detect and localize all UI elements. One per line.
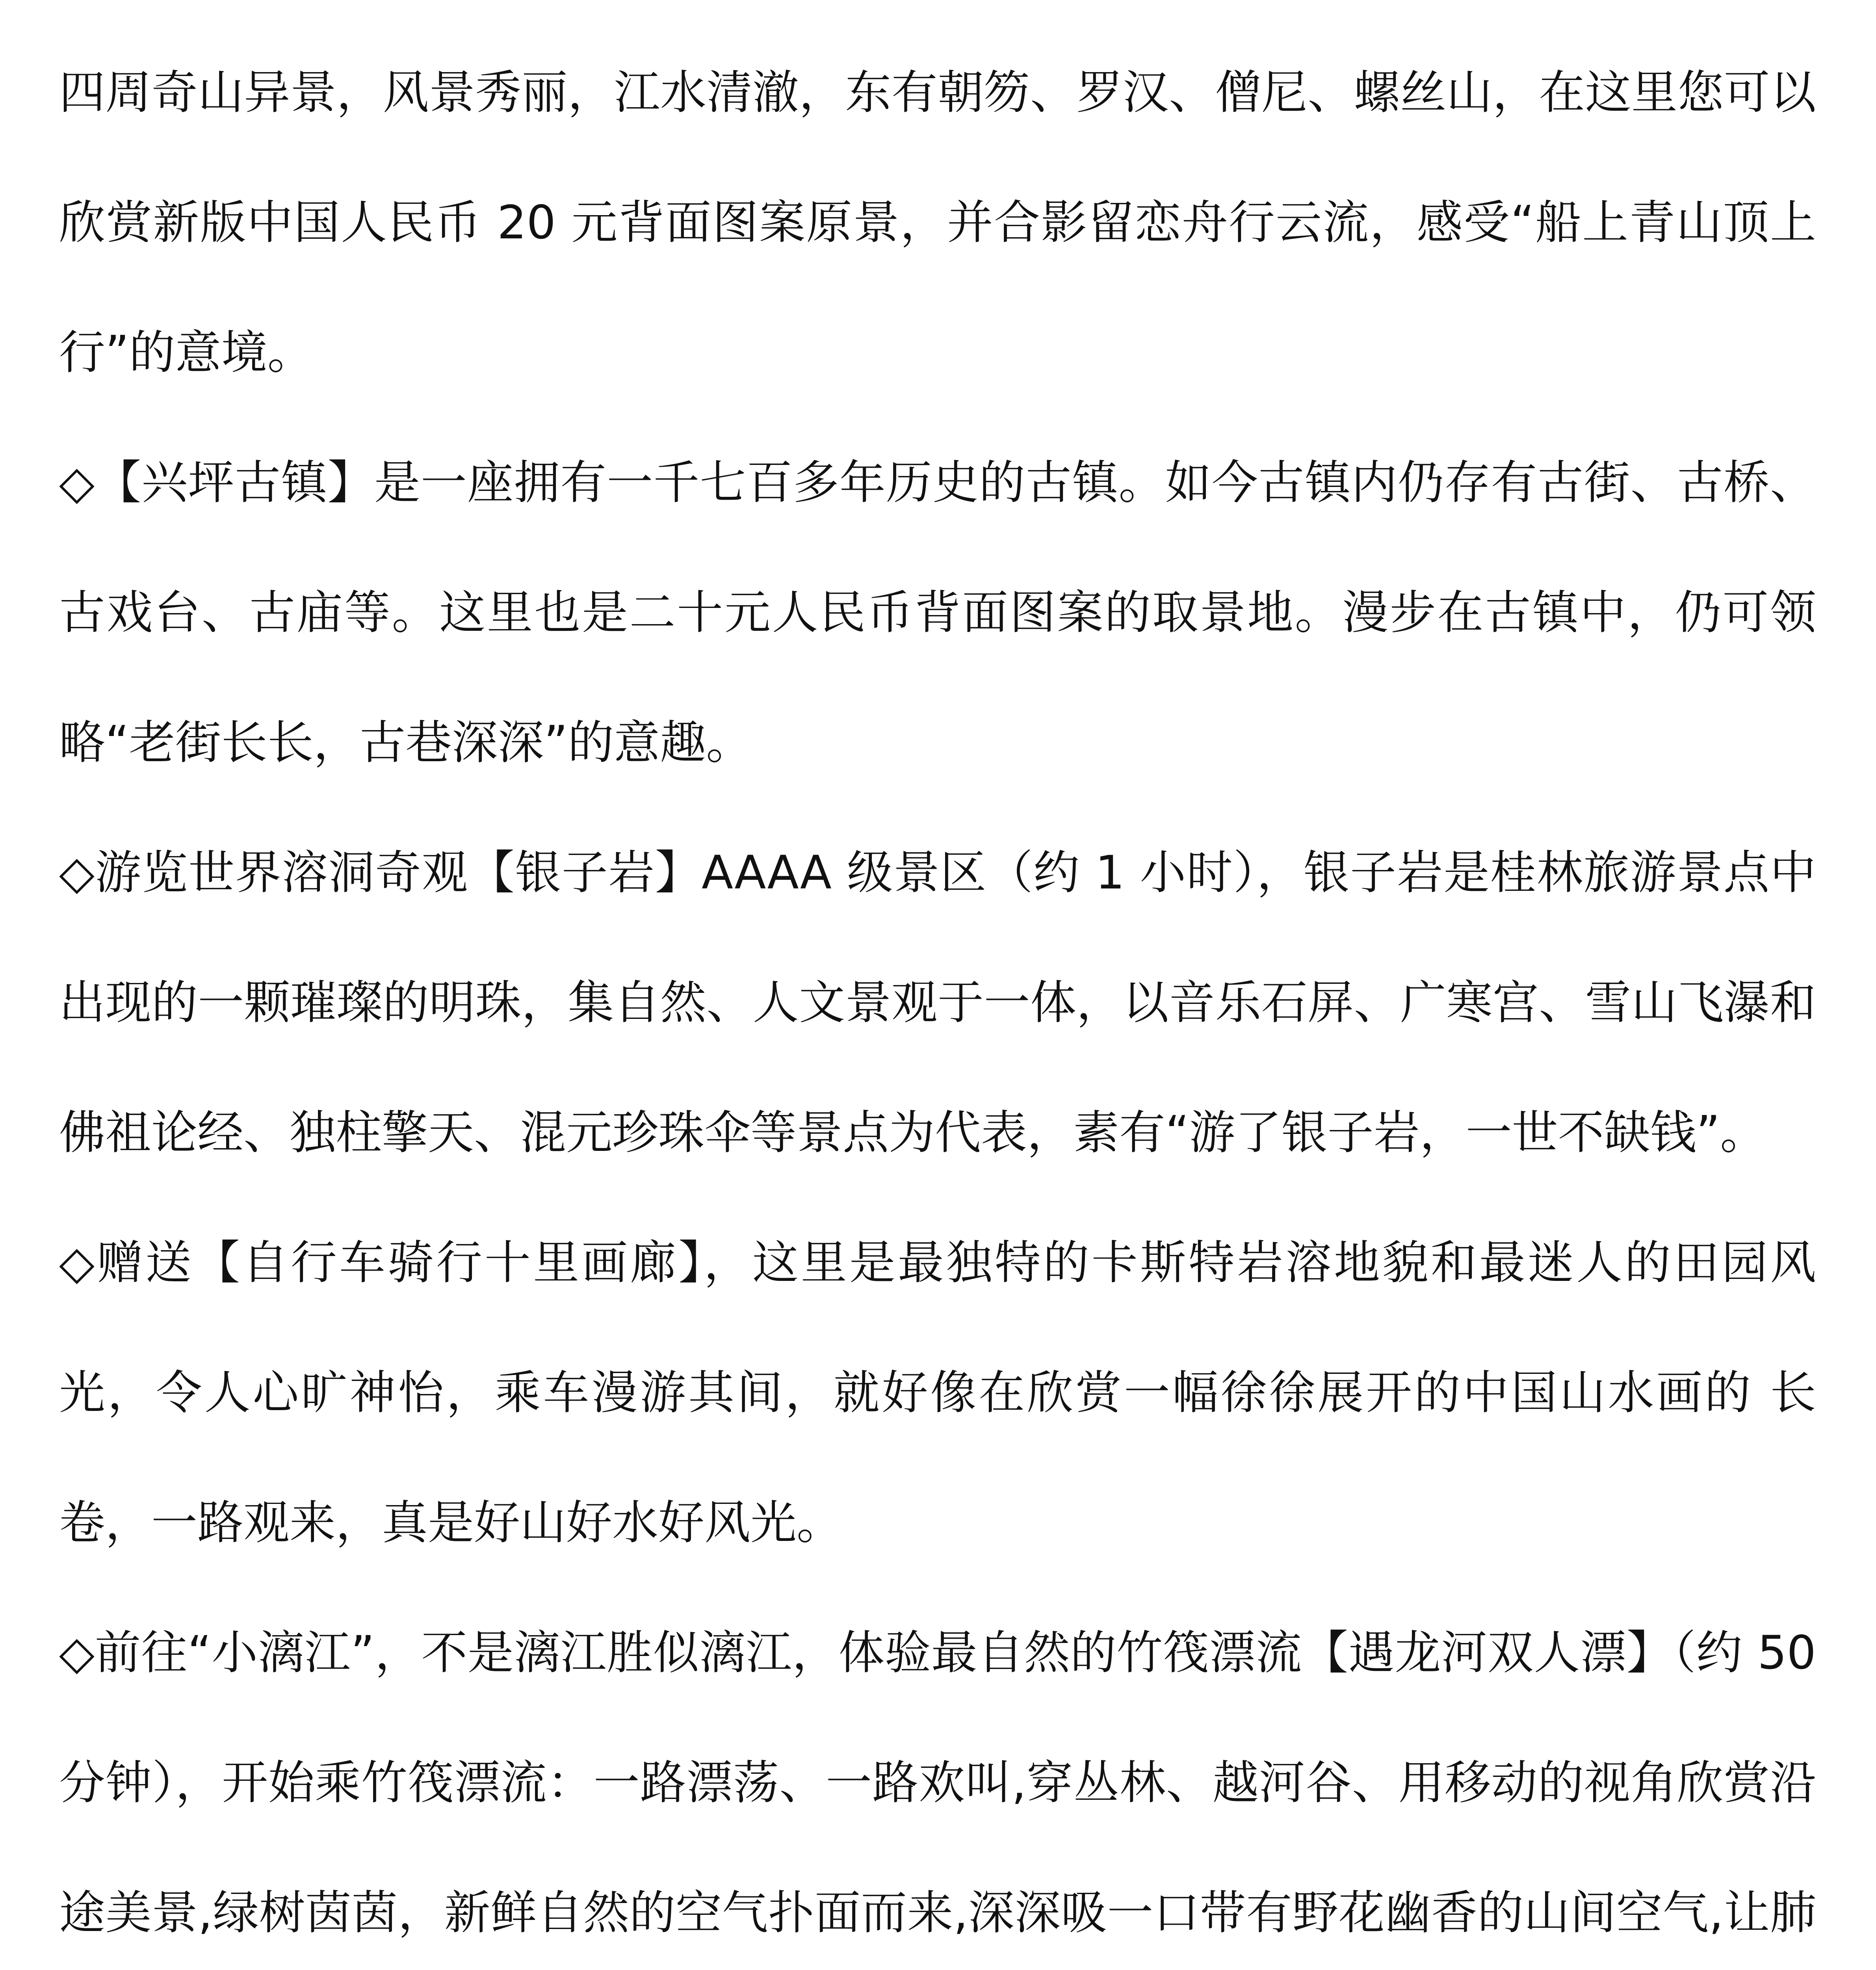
paragraph-bike-ride: ◇赠送【自行车骑行十里画廊】，这里是最独特的卡斯特岩溶地貌和最迷人的田园风 光，令人心旷神怡，乘车漫游其间，就好像在欣赏一幅徐徐展开的中国山水画的 长卷，一路观来，真是好山好水好风光。 [59, 1236, 1816, 1550]
paragraph-bamboo-rafting: ◇前往“小漓江”，不是漓江胜似漓江，体验最自然的竹筏漂流【遇龙河双人漂】（约 50 分钟），开始乘竹筏漂流：一路漂荡、一路欢叫,穿丛林、越河谷、用移动的视角欣赏沿途美景,绿树茵茵，新鲜自然的空气扑面而来,深深吸一口带有野花幽香的山间空气,让肺 [59, 1626, 1816, 1940]
paragraph-silver-cave: ◇游览世界溶洞奇观【银子岩】AAAA 级景区（约 1 小时），银子岩是桂林旅游景点中出现的一颗璀璨的明珠，集自然、人文景观于一体，以音乐石屏、广寒宫、雪山飞瀑和佛祖论经、独柱擎天、混元珍珠伞等景点为代表，素有“游了银子岩，一世不缺钱”。 [59, 846, 1816, 1160]
paragraph-xingping-scenery: 四周奇山异景，风景秀丽，江水清澈，东有朝笏、罗汉、僧尼、螺丝山，在这里您可以欣赏新版中国人民币 20 元背面图案原景，并合影留恋舟行云流，感受“船上青山顶上行”的意境。 [59, 65, 1816, 379]
paragraph-xingping-town: ◇【兴坪古镇】是一座拥有一千七百多年历史的古镇。如今古镇内仍存有古街、古桥、古戏台、古庙等。这里也是二十元人民币背面图案的取景地。漫步在古镇中，仍可领略“老街长长，古巷深深”的意趣。 [59, 455, 1816, 769]
document-page [59, 28, 1816, 1970]
